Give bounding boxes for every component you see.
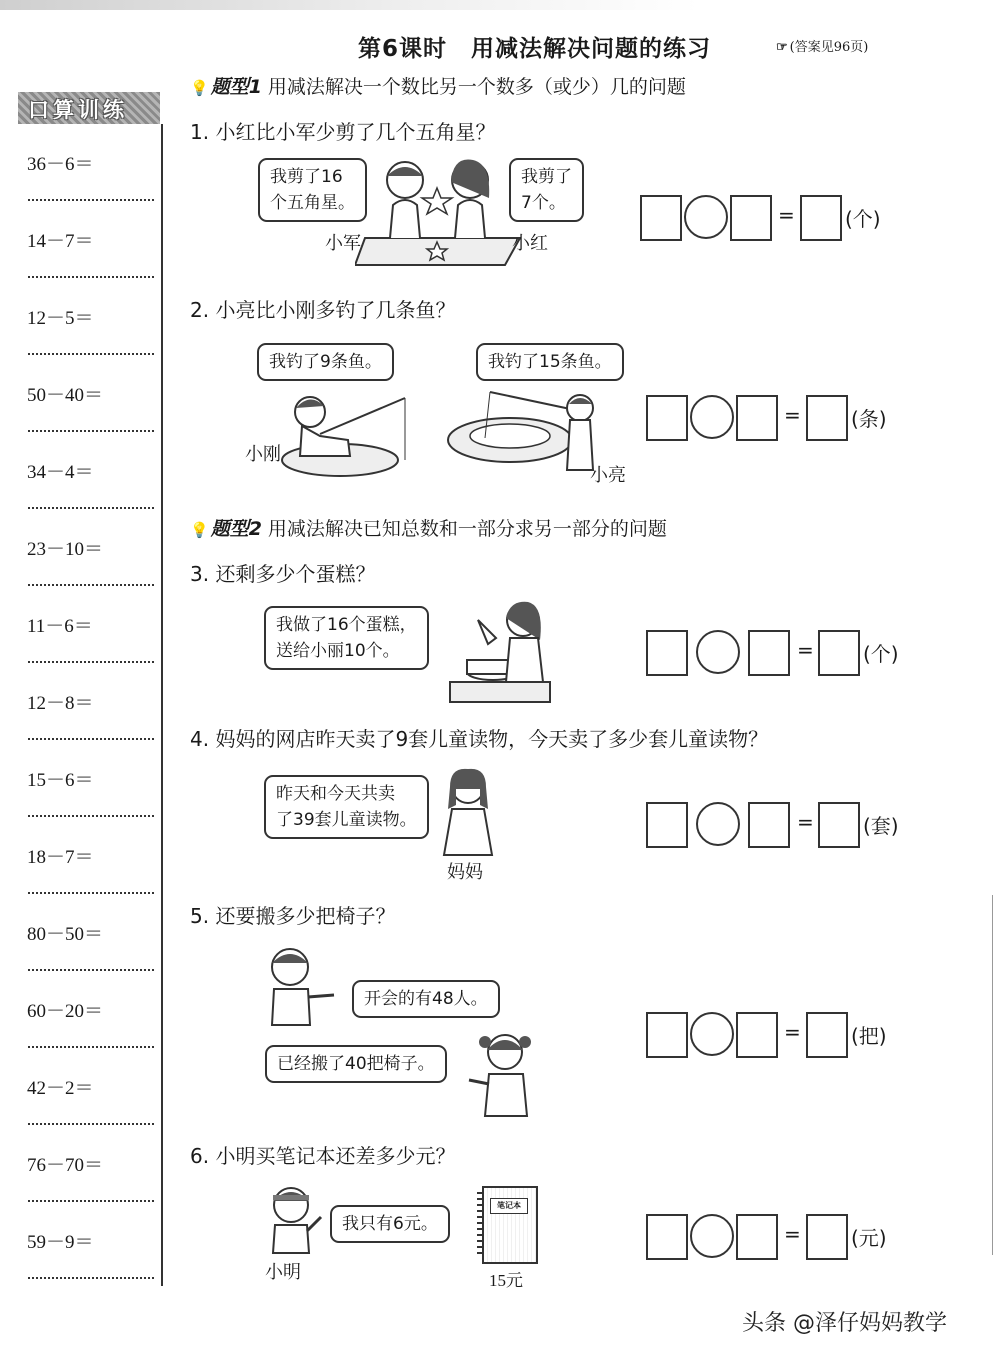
- answer-line-3[interactable]: [28, 353, 154, 355]
- q5-number-box-1[interactable]: [646, 1012, 688, 1058]
- q2-name-xiaoliang: 小亮: [590, 465, 626, 486]
- type-2-heading: [190, 514, 667, 541]
- q2-number-box-1[interactable]: [646, 395, 688, 441]
- oral-item-15: 59－9＝: [27, 1232, 94, 1253]
- lightbulb-icon: 💡: [190, 79, 209, 97]
- question-2: 2. 小亮比小刚多钓了几条鱼？: [190, 298, 456, 322]
- oral-item-12: 60－20＝: [27, 1001, 104, 1022]
- q1-bubble-xiaojun-line2: 个五角星。: [270, 193, 355, 213]
- q6-equation: [646, 1214, 906, 1258]
- q2-name-xiaogang: 小刚: [245, 444, 281, 465]
- oral-item-5: 34－4＝: [27, 462, 94, 483]
- question-1: 1. 小红比小军少剪了几个五角星？: [190, 120, 496, 144]
- q6-number-box-2[interactable]: [736, 1214, 778, 1260]
- q1-unit: (个): [845, 207, 881, 231]
- q4-number-box-1[interactable]: [646, 802, 688, 848]
- question-5: 5. 还要搬多少把椅子？: [190, 904, 396, 928]
- q4-equation: [646, 802, 916, 846]
- oral-item-14: 76－70＝: [27, 1155, 104, 1176]
- answer-line-5[interactable]: [28, 507, 154, 509]
- q1-name-xiaojun: 小军: [325, 233, 361, 254]
- top-strip: [0, 0, 998, 10]
- answer-line-11[interactable]: [28, 969, 154, 971]
- oral-item-2: 14－7＝: [27, 231, 94, 252]
- q2-number-box-2[interactable]: [736, 395, 778, 441]
- q1-children-cutting-stars-illustration: [355, 150, 525, 270]
- answer-line-6[interactable]: [28, 584, 154, 586]
- q5-number-box-2[interactable]: [736, 1012, 778, 1058]
- type-1-tag: 题型1: [210, 76, 262, 98]
- watermark: 头条 @泽仔妈妈教学: [742, 1311, 947, 1336]
- q6-result-box[interactable]: [806, 1214, 848, 1260]
- q1-equation: [640, 195, 900, 239]
- q4-mother-illustration: [438, 765, 498, 857]
- q3-unit: (个): [863, 642, 899, 666]
- q2-unit: (条): [851, 407, 887, 431]
- q4-unit: (套): [863, 814, 899, 838]
- q5-girl-illustration: [465, 1028, 540, 1118]
- answer-note: [776, 36, 868, 55]
- answer-line-10[interactable]: [28, 892, 154, 894]
- q1-operator-circle[interactable]: [684, 195, 728, 239]
- q1-number-box-1[interactable]: [640, 195, 682, 241]
- page-title: 第6课时 用减法解决问题的练习: [358, 36, 712, 62]
- q5-result-box[interactable]: [806, 1012, 848, 1058]
- answer-line-14[interactable]: [28, 1200, 154, 1202]
- pointing-hand-icon: ☞: [776, 40, 788, 55]
- oral-item-3: 12－5＝: [27, 308, 94, 329]
- q4-bubble-line2: 了39套儿童读物。: [276, 810, 417, 830]
- q6-number-box-1[interactable]: [646, 1214, 688, 1260]
- q2-bubble-xiaoliang-line1: 我钓了15条鱼。: [488, 352, 612, 372]
- q4-name-mom: 妈妈: [447, 862, 483, 883]
- q5-unit: (把): [851, 1024, 887, 1048]
- q2-boy-fishing-left-illustration: [280, 390, 420, 480]
- answer-line-2[interactable]: [28, 276, 154, 278]
- q6-bubble-line1: 我只有6元。: [342, 1214, 438, 1234]
- q6-bubble-xiaoming: [330, 1205, 450, 1243]
- q1-number-box-2[interactable]: [730, 195, 772, 241]
- q3-result-box[interactable]: [818, 630, 860, 676]
- q2-boy-fishing-right-illustration: [445, 390, 605, 480]
- q5-bubble-girl-line1: 已经搬了40把椅子。: [277, 1054, 435, 1074]
- oral-item-7: 11－6＝: [27, 616, 93, 637]
- answer-note-text: (答案见96页): [789, 40, 869, 55]
- notebook-price: 15元: [489, 1271, 523, 1290]
- answer-line-15[interactable]: [28, 1277, 154, 1279]
- q1-bubble-xiaohong-line1: 我剪了: [521, 167, 572, 187]
- q3-bubble-line2: 送给小丽10个。: [276, 641, 400, 661]
- q1-bubble-xiaohong-line2: 7个。: [521, 193, 566, 213]
- q2-result-box[interactable]: [806, 395, 848, 441]
- question-4: 4. 妈妈的网店昨天卖了9套儿童读物，今天卖了多少套儿童读物？: [190, 727, 769, 751]
- type-2-tag: 题型2: [210, 518, 262, 540]
- q5-bubble-girl: [265, 1045, 447, 1083]
- q5-bubble-boy-line1: 开会的有48人。: [364, 989, 488, 1009]
- q6-xiaoming-illustration: [265, 1183, 325, 1255]
- oral-title-label: 口算训练: [28, 98, 128, 122]
- q1-bubble-xiaojun: [258, 158, 367, 222]
- q3-equation: [646, 630, 916, 674]
- oral-item-11: 80－50＝: [27, 924, 104, 945]
- answer-line-8[interactable]: [28, 738, 154, 740]
- q6-equals-sign: =: [784, 1222, 801, 1246]
- q3-bubble-baker: [264, 606, 429, 670]
- q4-bubble-line1: 昨天和今天共卖: [276, 784, 395, 804]
- q5-equation: [646, 1012, 906, 1056]
- type-2-text: 用减法解决已知总数和一部分求另一部分的问题: [267, 518, 667, 540]
- q2-bubble-xiaogang-line1: 我钓了9条鱼。: [269, 352, 382, 372]
- oral-item-6: 23－10＝: [27, 539, 104, 560]
- q2-operator-circle[interactable]: [690, 395, 734, 439]
- q4-operator-circle[interactable]: [696, 802, 740, 846]
- answer-line-9[interactable]: [28, 815, 154, 817]
- q3-number-box-2[interactable]: [748, 630, 790, 676]
- q1-bubble-xiaojun-line1: 我剪了16: [270, 167, 343, 187]
- oral-item-10: 18－7＝: [27, 847, 94, 868]
- q2-bubble-xiaogang: [257, 343, 394, 381]
- q2-bubble-xiaoliang: [476, 343, 624, 381]
- q5-operator-circle[interactable]: [690, 1012, 734, 1056]
- q3-bubble-line1: 我做了16个蛋糕，: [276, 615, 417, 635]
- answer-line-7[interactable]: [28, 661, 154, 663]
- type-1-text: 用减法解决一个数比另一个数多（或少）几的问题: [267, 76, 686, 98]
- page-edge-line: [992, 895, 993, 1255]
- lightbulb-icon: 💡: [190, 521, 209, 539]
- notebook-spiral: [477, 1192, 483, 1256]
- q3-number-box-1[interactable]: [646, 630, 688, 676]
- answer-line-13[interactable]: [28, 1123, 154, 1125]
- q3-equals-sign: =: [797, 638, 814, 662]
- q2-equation: [646, 395, 906, 439]
- question-6: 6. 小明买笔记本还差多少元？: [190, 1144, 456, 1168]
- q5-boy-illustration: [262, 945, 342, 1027]
- q3-operator-circle[interactable]: [696, 630, 740, 674]
- type-1-heading: [190, 72, 686, 99]
- q3-girl-decorating-cake-illustration: [448, 600, 558, 705]
- q4-equals-sign: =: [797, 810, 814, 834]
- q5-equals-sign: =: [784, 1020, 801, 1044]
- question-3: 3. 还剩多少个蛋糕？: [190, 562, 376, 586]
- q5-bubble-boy: [352, 980, 500, 1018]
- q4-result-box[interactable]: [818, 802, 860, 848]
- q1-name-xiaohong: 小红: [512, 233, 548, 254]
- oral-training-title: [18, 92, 160, 124]
- notebook-illustration: [482, 1186, 538, 1264]
- q2-equals-sign: =: [784, 403, 801, 427]
- answer-line-4[interactable]: [28, 430, 154, 432]
- q4-number-box-2[interactable]: [748, 802, 790, 848]
- answer-line-12[interactable]: [28, 1046, 154, 1048]
- q6-unit: (元): [851, 1226, 887, 1250]
- q1-result-box[interactable]: [800, 195, 842, 241]
- q6-operator-circle[interactable]: [690, 1214, 734, 1258]
- oral-item-8: 12－8＝: [27, 693, 94, 714]
- oral-item-9: 15－6＝: [27, 770, 94, 791]
- column-divider: [161, 124, 163, 1286]
- answer-line-1[interactable]: [28, 199, 154, 201]
- notebook-label: 笔记本: [490, 1198, 528, 1214]
- oral-item-4: 50－40＝: [27, 385, 104, 406]
- q6-name-xiaoming: 小明: [265, 1262, 301, 1283]
- oral-item-13: 42－2＝: [27, 1078, 94, 1099]
- oral-item-1: 36－6＝: [27, 154, 94, 175]
- q4-bubble-mom: [264, 775, 429, 839]
- q1-equals-sign: =: [778, 203, 795, 227]
